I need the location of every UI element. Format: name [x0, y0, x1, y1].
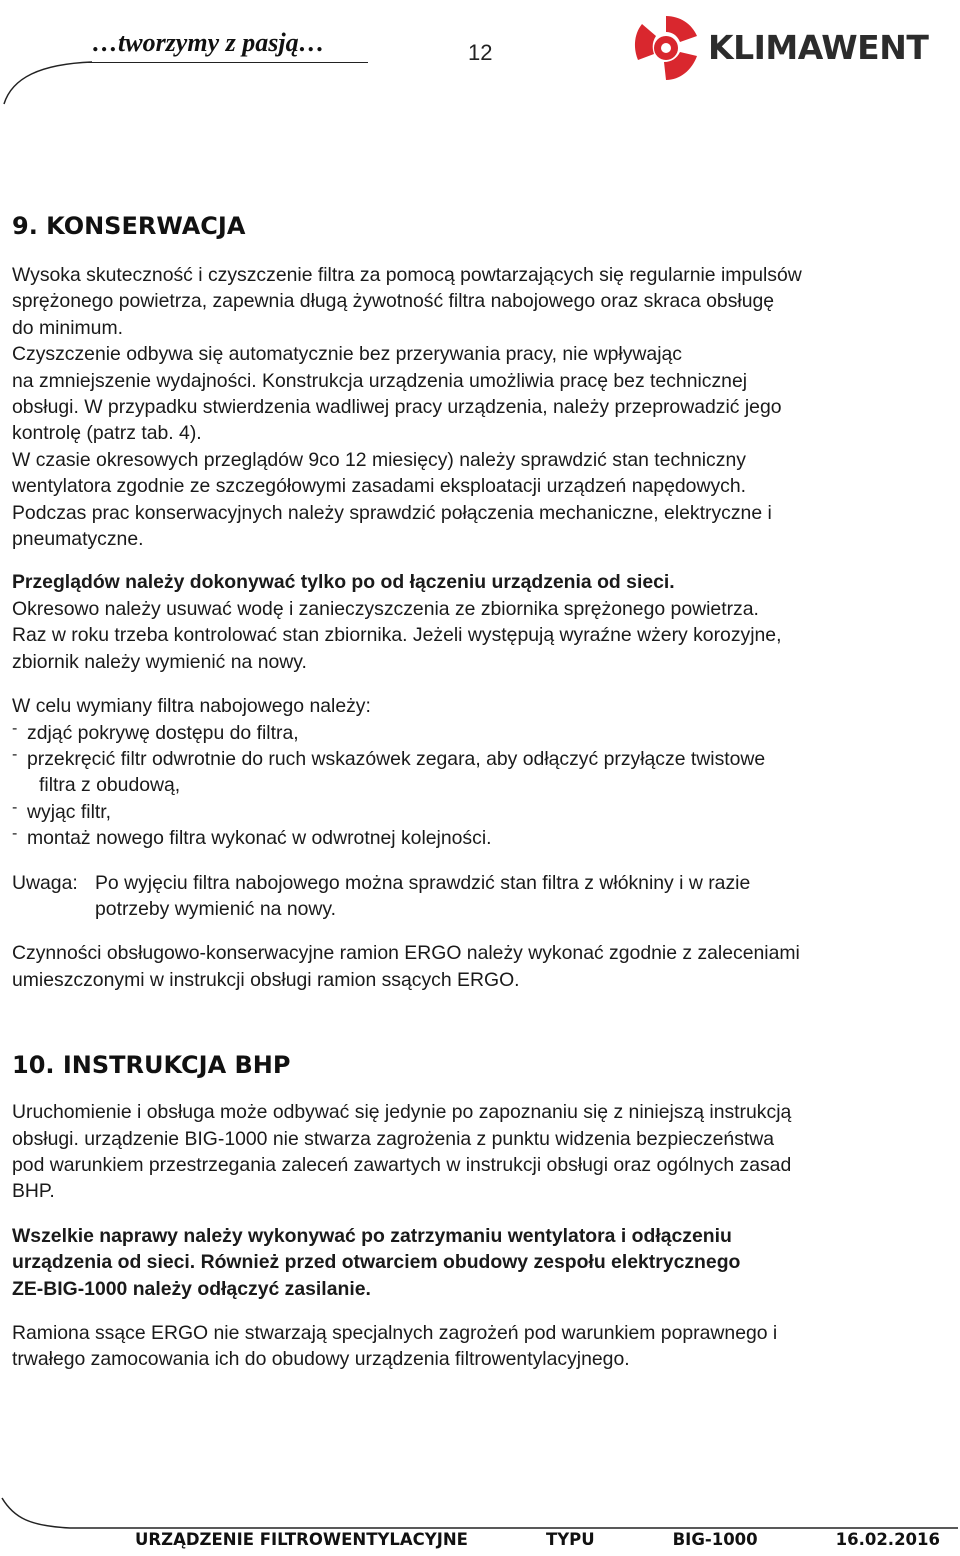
text-line: na zmniejszenie wydajności. Konstrukcja urządzenia umożliwia pracę bez technicznej	[12, 369, 748, 392]
text-line: Czyszczenie odbywa się automatycznie bez przerywania pracy, nie wpływając	[12, 343, 682, 366]
header-tagline: …tworzymy z pasją…	[92, 28, 325, 57]
filter-replacement-intro: W celu wymiany filtra nabojowego należy:	[12, 695, 371, 718]
list-item-text: wyjąc filtr,	[27, 800, 112, 823]
ergo-safety-paragraph	[12, 1320, 948, 1373]
footer-model: BIG-1000	[672, 1530, 758, 1549]
text-line: pneumatyczne.	[12, 528, 144, 551]
list-item-text: zdjąć pokrywę dostępu do filtra,	[27, 721, 299, 744]
list-item	[12, 825, 948, 851]
text-line: obsługi. urządzenie BIG-1000 nie stwarza zagrożenia z punktu widzenia bezpieczeństwa	[12, 1127, 775, 1150]
list-dash: -	[12, 719, 18, 737]
text-line: umieszczonymi w instrukcji obsługi ramion ssących ERGO.	[12, 968, 520, 991]
footer-date: 16.02.2016	[835, 1530, 940, 1549]
tank-paragraph	[12, 596, 948, 675]
klimawent-logo-mark-icon	[630, 12, 702, 84]
header-decor-curve	[0, 58, 100, 106]
footer-device-name: URZĄDZENIE FILTROWENTYLACYJNE	[135, 1530, 468, 1549]
text-line: wentylatora zgodnie ze szczegółowymi zasadami eksploatacji urządzeń napędowych.	[12, 475, 747, 498]
page-number: 12	[468, 40, 493, 65]
text-line: trwałego zamocowania ich do obudowy urządzenia filtrowentylacyjnego.	[12, 1348, 630, 1371]
section-10-heading: 10. INSTRUKCJA BHP	[12, 1051, 291, 1080]
maintenance-paragraph	[12, 262, 948, 552]
safety-intro-paragraph	[12, 1099, 948, 1205]
text-line: Wysoka skuteczność i czyszczenie filtra za pomocą powtarzających się regularnie impulsów	[12, 264, 802, 286]
logo-wordmark: KLIMAWENT	[708, 28, 929, 67]
list-item-text: filtra z obudową,	[39, 774, 181, 797]
text-line: obsługi. W przypadku stwierdzenia wadliwej pracy urządzenia, należy przeprowadzić jego	[12, 396, 782, 419]
text-line: do minimum.	[12, 316, 123, 339]
text-line: Uruchomienie i obsługa może odbywać się jedynie po zapoznaniu się z niniejszą instrukcją	[12, 1101, 792, 1124]
text-line: Podczas prac konserwacyjnych należy sprawdzić połączenia mechaniczne, elektryczne i	[12, 501, 772, 524]
text-line: sprężonego powietrza, zapewnia długą żywotność filtra nabojowego oraz skraca obsługę	[12, 290, 775, 313]
text-line: Czynności obsługowo-konserwacyjne ramion ERGO należy wykonać zgodnie z zaleceniami	[12, 942, 800, 965]
text-line: W czasie okresowych przeglądów 9co 12 miesięcy) należy sprawdzić stan techniczny	[12, 448, 746, 471]
klimawent-logo	[630, 12, 929, 84]
note-label: Uwaga:	[12, 871, 78, 894]
footer	[135, 1530, 940, 1549]
text-line: Ramiona ssące ERGO nie stwarzają specjalnych zagrożeń pod warunkiem poprawnego i	[12, 1322, 778, 1344]
text-line: Raz w roku trzeba kontrolować stan zbiornika. Jeżeli występują wyraźne wżery korozyjne,	[12, 624, 782, 647]
page-content	[12, 206, 948, 1373]
list-dash: -	[12, 798, 18, 816]
note-block	[12, 870, 948, 923]
header-underline	[88, 62, 368, 63]
text-line: ZE-BIG-1000 należy odłączyć zasilanie.	[12, 1277, 371, 1300]
text-line: kontrolę (patrz tab. 4).	[12, 422, 202, 445]
list-item-text: przekręcić filtr odwrotnie do ruch wskazówek zegara, aby odłączyć przyłącze twistowe	[27, 747, 766, 770]
footer-type-label: TYPU	[545, 1530, 595, 1549]
note-text: potrzeby wymienić na nowy.	[95, 897, 337, 920]
inspection-warning: Przeglądów należy dokonywać tylko po od łączeniu urządzenia od sieci.	[12, 571, 675, 594]
list-item-text: montaż nowego filtra wykonać w odwrotnej kolejności.	[27, 827, 492, 850]
filter-replacement-steps	[12, 720, 948, 852]
text-line: pod warunkiem przestrzegania zaleceń zawartych w instrukcji obsługi oraz ogólnych zasad	[12, 1153, 792, 1176]
list-item	[12, 799, 948, 825]
safety-warning-paragraph	[12, 1223, 948, 1302]
note-text: Po wyjęciu filtra nabojowego można sprawdzić stan filtra z włókniny i w razie	[95, 871, 751, 894]
text-line: urządzenia od sieci. Również przed otwarciem obudowy zespołu elektrycznego	[12, 1251, 741, 1274]
text-line: Okresowo należy usuwać wodę i zanieczyszczenia ze zbiornika sprężonego powietrza.	[12, 597, 759, 620]
list-dash: -	[12, 745, 18, 763]
text-line: Wszelkie naprawy należy wykonywać po zatrzymaniu wentylatora i odłączeniu	[12, 1224, 732, 1247]
ergo-paragraph	[12, 940, 948, 993]
list-dash: -	[12, 825, 18, 843]
list-item	[12, 746, 948, 799]
list-item	[12, 720, 948, 746]
text-line: zbiornik należy wymienić na nowy.	[12, 650, 307, 673]
section-9-heading: 9. KONSERWACJA	[12, 212, 246, 240]
text-line: BHP.	[12, 1180, 55, 1203]
